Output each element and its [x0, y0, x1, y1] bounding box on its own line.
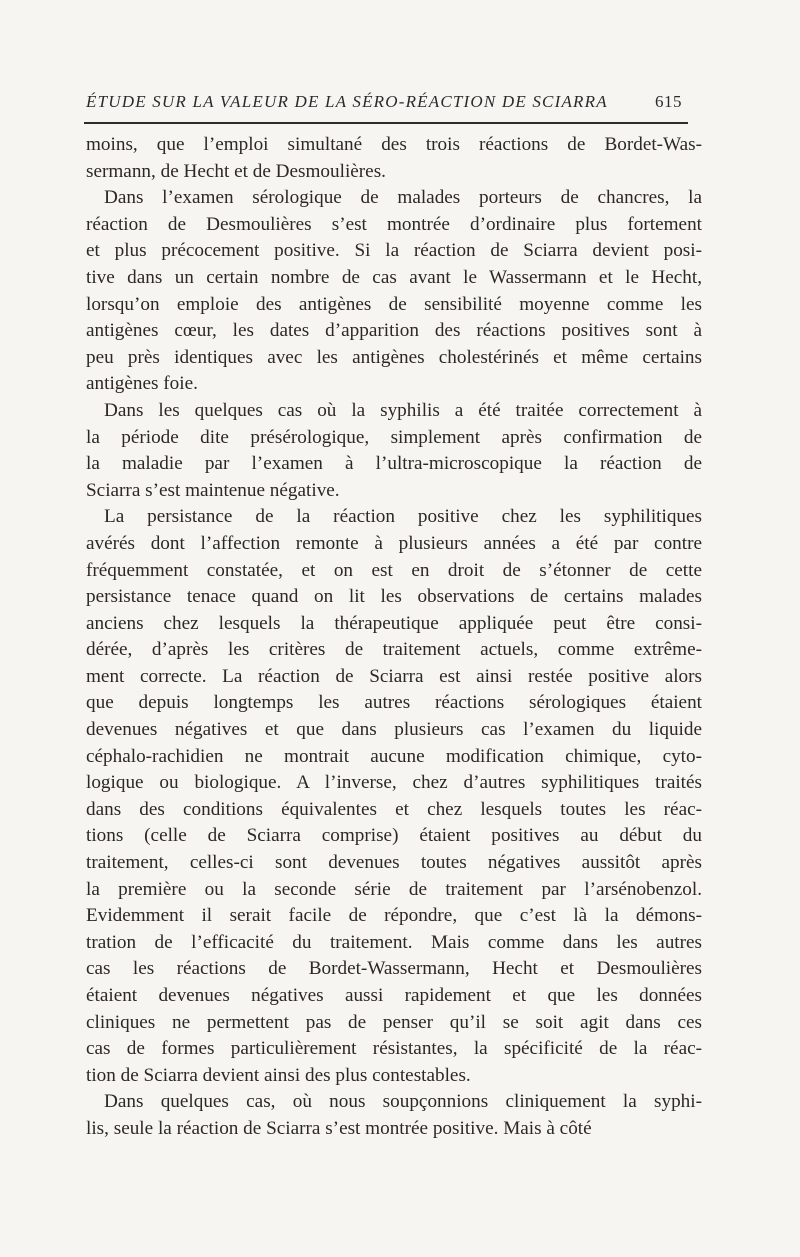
- header-rule: [84, 122, 688, 124]
- text-line: Dans les quelques cas où la syphilis a été traitée correctement à: [104, 399, 702, 421]
- text-line: dérée, d’après les critères de traitement actuels, comme extrême-: [86, 639, 702, 661]
- text-line: tration de l’efficacité du traitement. Mais comme dans les autres: [86, 931, 702, 953]
- text-line: la maladie par l’examen à l’ultra-microscopique la réaction de: [86, 453, 702, 475]
- text-line: tive dans un certain nombre de cas avant le Wassermann et le Hecht,: [86, 266, 702, 288]
- text-line: tions (celle de Sciarra comprise) étaient positives au début du: [86, 825, 702, 847]
- text-line: moins, que l’emploi simultané des trois réactions de Bordet-Was-: [86, 134, 702, 155]
- text-line: Evidemment il serait facile de répondre, que c’est là la démons-: [86, 905, 702, 927]
- text-line: devenues négatives et que dans plusieurs cas l’examen du liquide: [86, 719, 702, 741]
- text-line: cas de formes particulièrement résistantes, la spécificité de la réac-: [86, 1038, 702, 1060]
- running-title: ÉTUDE SUR LA VALEUR DE LA SÉRO-RÉACTION DE SCIARRA: [86, 92, 608, 111]
- text-line: étaient devenues négatives aussi rapidement et que les données: [86, 985, 702, 1006]
- text-line: céphalo-rachidien ne montrait aucune modification chimique, cyto-: [86, 745, 702, 767]
- text-line: avérés dont l’affection remonte à plusieurs années a été par contre: [86, 532, 702, 554]
- text-line: fréquemment constatée, et on est en droit de s’étonner de cette: [86, 559, 702, 581]
- text-line: sermann, de Hecht et de Desmoulières.: [86, 160, 386, 182]
- text-line: ment correcte. La réaction de Sciarra est ainsi restée positive alors: [86, 665, 702, 687]
- text-line: tion de Sciarra devient ainsi des plus contestables.: [86, 1064, 471, 1086]
- text-line: dans des conditions équivalentes et chez lesquels toutes les réac-: [86, 798, 702, 820]
- text-line: traitement, celles-ci sont devenues toutes négatives aussitôt après: [86, 852, 702, 874]
- text-line: antigènes cœur, les dates d’apparition des réactions positives sont à: [86, 320, 702, 342]
- paragraph: [86, 504, 702, 1089]
- text-line: anciens chez lesquels la thérapeutique appliquée peut être consi-: [86, 612, 702, 634]
- paragraph: [86, 132, 702, 185]
- text-line: Dans quelques cas, où nous soupçonnions cliniquement la syphi-: [104, 1091, 702, 1113]
- text-line: que depuis longtemps les autres réactions sérologiques étaient: [86, 692, 702, 714]
- text-line: la période dite présérologique, simplement après confirmation de: [86, 426, 702, 448]
- text-line: cas les réactions de Bordet-Wassermann, Hecht et Desmoulières: [86, 958, 702, 980]
- paragraph: [86, 185, 702, 398]
- text-line: lorsqu’on emploie des antigènes de sensibilité moyenne comme les: [86, 293, 702, 315]
- text-line: logique ou biologique. A l’inverse, chez d’autres syphilitiques traités: [86, 772, 702, 794]
- text-line: peu près identiques avec les antigènes cholestérinés et même certains: [86, 346, 702, 368]
- text-line: la première ou la seconde série de traitement par l’arsénobenzol.: [86, 878, 702, 900]
- text-line: et plus précocement positive. Si la réaction de Sciarra devient posi-: [86, 240, 702, 262]
- body-text: [86, 132, 702, 1143]
- text-line: Sciarra s’est maintenue négative.: [86, 479, 340, 501]
- running-head: [86, 92, 682, 116]
- text-line: lis, seule la réaction de Sciarra s’est montrée positive. Mais à côté: [86, 1117, 592, 1139]
- paragraph: [86, 398, 702, 504]
- page-number: 615: [655, 92, 682, 111]
- text-line: persistance tenace quand on lit les observations de certains malades: [86, 586, 702, 608]
- text-line: antigènes foie.: [86, 373, 198, 395]
- text-line: réaction de Desmoulières s’est montrée d’ordinaire plus fortement: [86, 213, 702, 235]
- text-line: La persistance de la réaction positive chez les syphilitiques: [104, 506, 702, 528]
- text-line: Dans l’examen sérologique de malades porteurs de chancres, la: [104, 187, 702, 209]
- paragraph: [86, 1089, 702, 1142]
- text-line: cliniques ne permettent pas de penser qu’il se soit agit dans ces: [86, 1011, 702, 1033]
